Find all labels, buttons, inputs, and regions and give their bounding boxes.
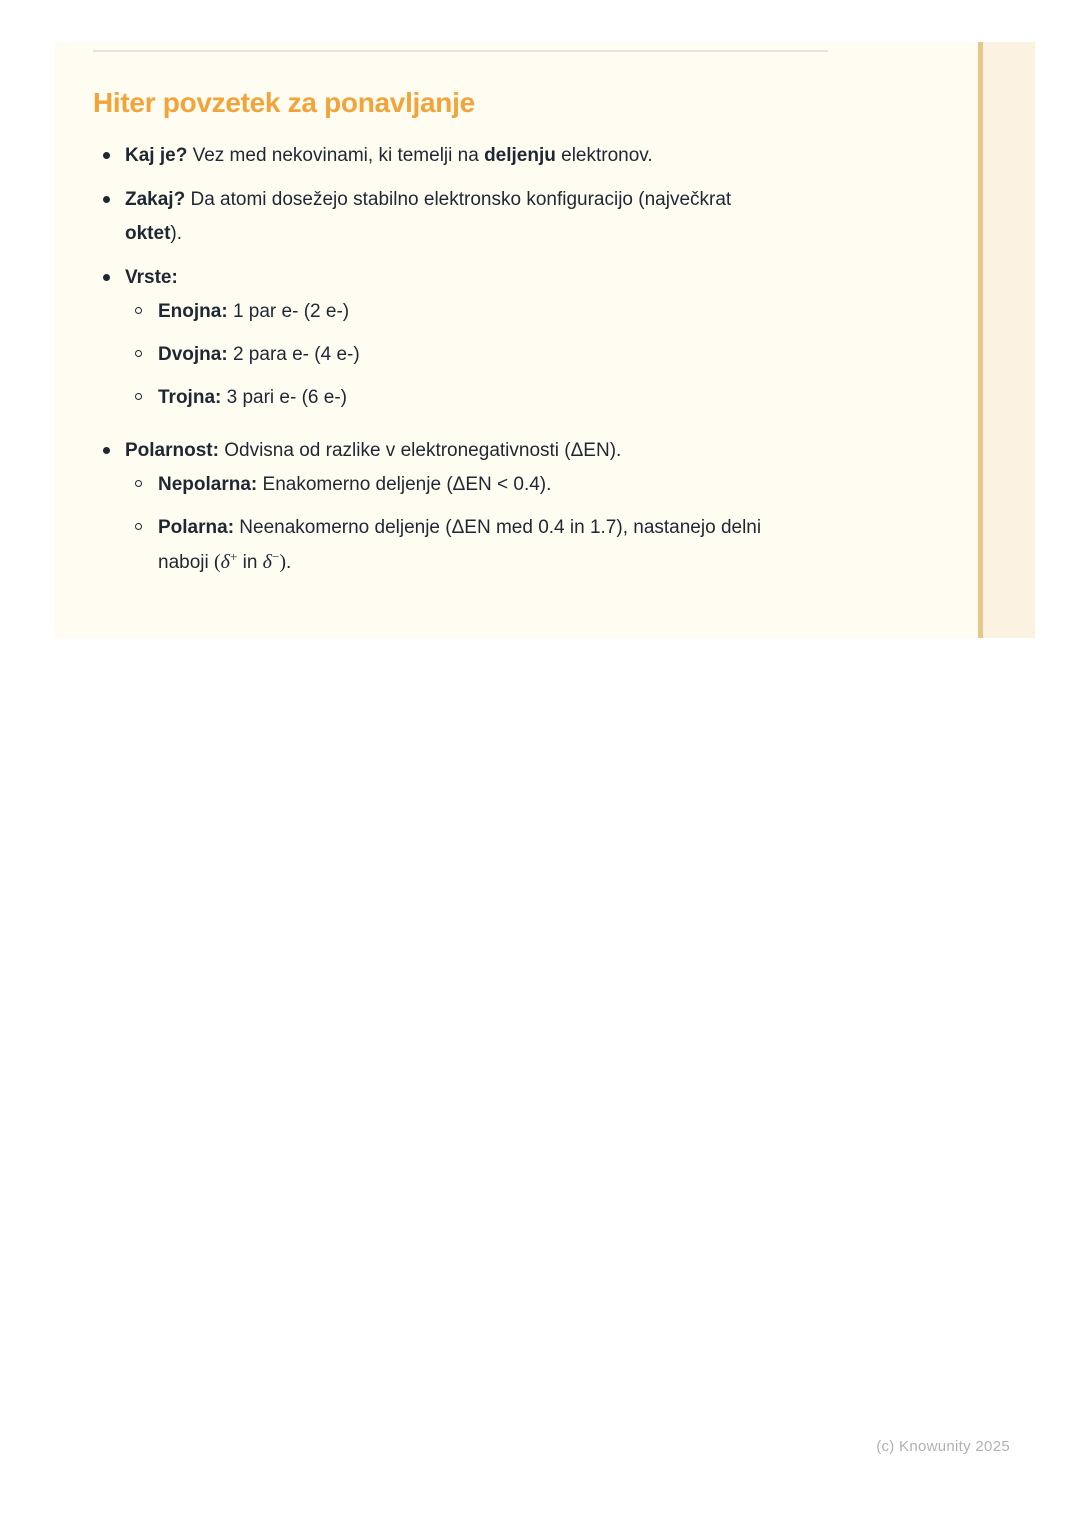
bullet-cell (93, 261, 125, 424)
bold-label: Nepolarna: (158, 474, 258, 495)
bold-label: Zakaj? (125, 189, 186, 210)
bold-word: oktet (125, 223, 171, 244)
text-segment: 3 pari e- (6 e-) (221, 387, 347, 408)
circle-icon (135, 480, 142, 487)
list-item-dvojna (125, 338, 893, 372)
circle-cell (125, 295, 158, 329)
text-segment: ). (170, 223, 183, 244)
list-item-polarna (125, 511, 893, 581)
list-item-enojna (125, 295, 893, 329)
text-segment: Vez med nekovinami, ki temelji na (187, 145, 485, 166)
text-segment: naboji (158, 552, 214, 573)
circle-cell (125, 468, 158, 502)
bullet-icon (103, 196, 110, 203)
list-item-polarnost (93, 434, 893, 590)
text-segment: Neenakomerno deljenje (ΔEN med 0.4 in 1.7), nastanejo delni (234, 517, 762, 538)
page-title: Hiter povzetek za ponavljanje (93, 87, 475, 118)
list-item-text (125, 434, 893, 590)
circle-cell (125, 381, 158, 415)
list-item-text (125, 183, 893, 251)
list-item-nepolarna (125, 468, 893, 502)
list-item-text (158, 468, 893, 502)
circle-icon (135, 523, 142, 530)
bold-label: Trojna: (158, 387, 222, 408)
bold-label: Enojna: (158, 301, 228, 322)
text-segment: in (237, 552, 263, 573)
bold-label: Vrste: (125, 267, 178, 288)
bullet-cell (93, 139, 125, 173)
text-segment: Da atomi dosežejo stabilno elektronsko konfiguracijo (največkrat (185, 189, 732, 210)
bold-word: deljenju (484, 145, 556, 166)
text-segment: Odvisna od razlike v elektronegativnosti (ΔEN). (218, 440, 622, 461)
header-divider (93, 50, 828, 52)
polarnost-sub-list (125, 468, 893, 581)
bullet-cell (93, 434, 125, 590)
list-item-text (158, 511, 893, 581)
bold-label: Polarna: (158, 517, 235, 538)
list-item-text (125, 139, 893, 173)
list-item-trojna (125, 381, 893, 415)
bold-label: Polarnost: (125, 440, 219, 461)
bullet-icon (103, 274, 110, 281)
text-segment: 1 par e- (2 e-) (227, 301, 350, 322)
text-segment: elektronov. (555, 145, 653, 166)
math-paren-close: ) (279, 551, 286, 573)
circle-cell (125, 338, 158, 372)
vrste-sub-list (125, 295, 893, 415)
copyright-text: (c) Knowunity 2025 (876, 1438, 1010, 1455)
text-segment: . (285, 552, 292, 573)
superscript-minus: − (271, 549, 280, 564)
bullet-cell (93, 183, 125, 251)
circle-icon (135, 393, 142, 400)
note-card (55, 42, 1035, 638)
circle-icon (135, 307, 142, 314)
margin-accent-line (978, 42, 983, 638)
text-segment: Enakomerno deljenje (ΔEN < 0.4). (257, 474, 552, 495)
delta-plus-symbol: δ (220, 551, 230, 573)
list-item-kaj-je (93, 139, 893, 173)
list-item-vrste (93, 261, 893, 424)
bold-label: Kaj je? (125, 145, 188, 166)
bullet-icon (103, 152, 110, 159)
delta-minus-symbol: δ (262, 551, 272, 573)
circle-cell (125, 511, 158, 581)
page-margin-strip (983, 42, 1035, 638)
circle-icon (135, 350, 142, 357)
math-paren-open: ( (214, 551, 221, 573)
bullet-icon (103, 447, 110, 454)
superscript-plus: + (229, 549, 238, 564)
list-item-zakaj (93, 183, 893, 251)
list-item-text (158, 338, 893, 372)
text-segment: 2 para e- (4 e-) (227, 344, 360, 365)
bold-label: Dvojna: (158, 344, 228, 365)
list-item-text (125, 261, 893, 424)
list-item-text (158, 295, 893, 329)
summary-list (93, 139, 893, 600)
list-item-text (158, 381, 893, 415)
